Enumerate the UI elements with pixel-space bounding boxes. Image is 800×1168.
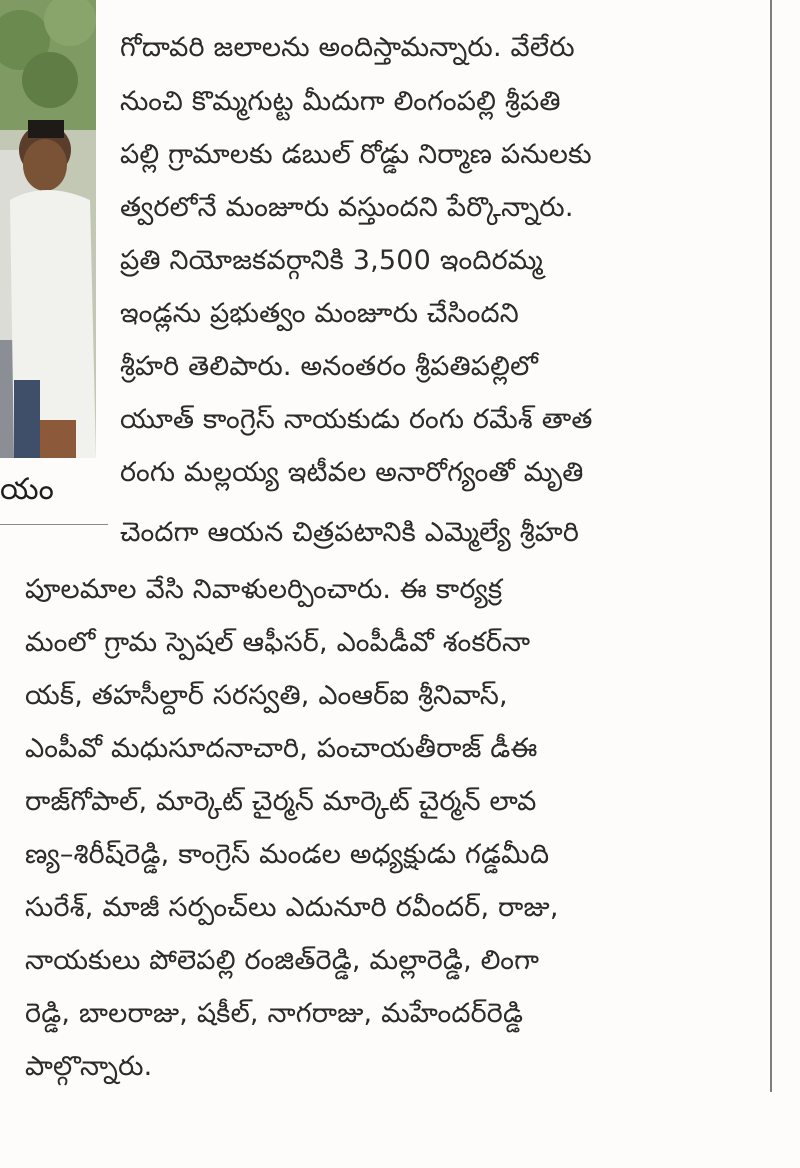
article-line: పూలమాల వేసి నివాళులర్పించారు. ఈ కార్యక్ర [25, 574, 503, 605]
article-line: త్వరలోనే మంజూరు వస్తుందని పేర్కొన్నారు. [120, 192, 574, 223]
article-line: శ్రీహరి తెలిపారు. అనంతరం శ్రీపతిపల్లిలో [120, 351, 539, 382]
article-line: రంగు మల్లయ్య ఇటీవల అనారోగ్యంతో మృతి [120, 457, 584, 488]
article-line: ఇండ్లను ప్రభుత్వం మంజూరు చేసిందని [120, 298, 519, 329]
article-line: యూత్ కాంగ్రెస్ నాయకుడు రంగు రమేశ్ తాత [120, 404, 593, 435]
article-line: యక్, తహసీల్దార్ సరస్వతి, ఎంఆర్ఐ శ్రీనివాస్, [25, 680, 508, 711]
caption-divider [0, 524, 108, 525]
article-line: రెడ్డి, బాలరాజు, షకీల్, నాగరాజు, మహేందర్‌రెడ్డి [25, 998, 524, 1029]
article-line: సురేశ్, మాజీ సర్పంచ్‌లు ఎదునూరి రవీందర్, రాజు, [25, 892, 559, 923]
article-line: గోదావరి జలాలను అందిస్తామన్నారు. వేలేరు [120, 32, 575, 63]
article-line: పాల్గొన్నారు. [25, 1051, 153, 1082]
article-line: ప్రతి నియోజకవర్గానికి 3,500 ఇందిరమ్మ [120, 245, 543, 276]
column-divider [770, 0, 772, 1092]
article-line: చెందగా ఆయన చిత్రపటానికి ఎమ్మెల్యే శ్రీహరి [120, 517, 580, 548]
article-line: ఎంపీవో మధుసూదనాచారి, పంచాయతీరాజ్ డీఈ [25, 733, 538, 764]
article-line: పల్లి గ్రామాలకు డబుల్ రోడ్డు నిర్మాణ పనులకు [120, 139, 592, 170]
news-photo [0, 0, 96, 458]
article-line: మంలో గ్రామ స్పెషల్ ఆఫీసర్, ఎంపీడీవో శంకర్‌నా [25, 627, 531, 658]
photo-caption: యం [0, 472, 54, 507]
article-line: రాజ్‌గోపాల్, మార్కెట్ చైర్మన్ మార్కెట్ చైర్మన్ లావ [25, 786, 537, 817]
article-line: నుంచి కొమ్మగుట్ట మీదుగా లింగంపల్లి శ్రీపతి [120, 86, 561, 117]
article-line: ణ్య–శిరీష్‌రెడ్డి, కాంగ్రెస్ మండల అధ్యక్షుడు గడ్డమీది [25, 839, 550, 870]
article-line: నాయకులు పోలెపల్లి రంజిత్‌రెడ్డి, మల్లారెడ్డి, లింగా [25, 945, 540, 976]
